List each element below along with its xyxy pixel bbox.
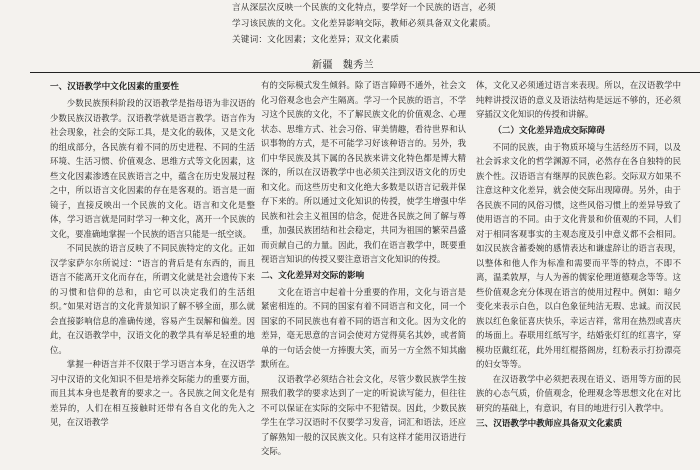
article-column-3 xyxy=(476,78,681,470)
author-byline xyxy=(312,56,380,71)
paragraph: 掌握一种语言并不仅限于学习语言本身，在汉语学习中汉语的文化知识不但是培养交际能力的重要方面，而且其本身也是教育的要求之一。各民族之间文化是有差异的，人们在相互接触时还带有各自文化的先入之见，在汉语教学 xyxy=(50,359,255,427)
article-column-2 xyxy=(261,78,466,470)
section-heading: 二、文化差异对交际的影响 xyxy=(261,270,365,281)
abstract-block xyxy=(232,0,532,48)
paragraph: 汉语教学必须结合社会文化，尽管少数民族学生按照我们教学的要求达到了一定的听说读写能力，但往往不可以保证在实际的交际中不犯错误。因此，少数民族学生在学习汉语时不仅要学习发音，词汇和语法，还应了解熟知一般的汉民族文化。只有这样才能用汉语进行交际。 xyxy=(261,373,466,456)
paragraph: 在汉语教学中必须把表现在语义、语用等方面的民族的心态气质，价值观念，伦理观念等思想文化在对比研究的基础上，有意识，有目的地进行引入教学中。 xyxy=(476,373,681,413)
section-heading: （二）文化差异造成交际障碍 xyxy=(493,125,605,136)
paragraph: 少数民族预科阶段的汉语教学是指母语为非汉语的少数民族汉语教学。汉语教学就是语言教学。语言作为社会现象，社会的交际工具，是文化的载体，又是文化的组成部分，各民族有着不同的历史进程、不同的生活环境、生活习惯、价值观念、思维方式等文化因素，这些文化因素渗透在民族语言之中，蕴含在历史发展过程之中，所以语言文化因素的存在是客观的。语言是一面镜子，直接反映出一个民族的文化。语言和文化是整体，学习语言就是同时学习一种文化，离开一个民族的文化，要准确地掌握一个民族的语言只能是一纸空谈。 xyxy=(50,98,255,239)
section-heading: 三、汉语教学中教师应具备双文化素质 xyxy=(476,419,623,429)
abstract-line: 学习该民族的文化。文化差异影响交际，教师必须具备双文化素质。 xyxy=(232,19,496,29)
section-heading: 一、汉语教学中文化因素的重要性 xyxy=(50,82,179,92)
paragraph: 文化在语言中起着十分重要的作用，文化与语言是紧密相连的。不同的国家有着不同语言和文化，同一个国家的不同民族也有着不同的语言和文化。因为文化的差异，毫无思意的言词会使对方觉得莫名其妙，或者简单的一句话会使一方捧腹大笑，而另一方全然不知其幽默所在。 xyxy=(261,286,466,369)
author-name: 魏秀兰 xyxy=(342,60,375,71)
paragraph: 不同的民族，由于物质环境与生活经历不同，以及社会诉求文化的哲学渊源不同，必然存在各自独特的民族个性。汉语语言有继厚的民族色彩。交际双方如果不注意这种文化差异，就会使交际出现障碍。另外，由于各民族不同的风俗习惯，这些风俗习惯上的差异导致了使用语言的不同。由于文化背景和价值观的不同，人们对于相同客观事实的主观态度及引申意义都不会相同。如汉民族含蓄委婉的感情表达和谦虚辞让的语言表现，以整体和他人作为标准和需要而平等的特点，不即不离，温柔敦厚，与人为善的儒家伦理道德观念等等。这些价值观念充分体现在语言的使用过程中。例如：暗夕变化来表示白色，以白色象征纯洁无瑕、忠诚。而汉民族以红色象征喜庆快乐，幸运吉祥，常用在热烈或喜庆的场面上。春联用红纸写字，结婚张灯红的红喜字，穿模功臣戴红花，此外用红棍搭阁房，红粉表示打扮漂亮的妇女等等。 xyxy=(476,141,681,369)
author-region: 新疆 xyxy=(312,60,333,71)
paragraph: 不同民族的语言反映了不同民族特定的文化。正如汉学家萨尔尔所说过：“语言的背后是有东西的，而且语言不能离开文化而存在，所谓文化就是社会遗传下来的习惯和信仰的总和，由它可以决定我们的生活组织。”如果对语言的文化背景知识了解不够全面，那么就会直接影响信息的准确传递，容易产生误解和偏差。因此，在汉语教学中，汉语文化的教学具有举足轻重的地位。 xyxy=(50,243,255,355)
abstract-line: 言从深层次反映一个民族的文化特点，要学好一个民族的语言，必须 xyxy=(232,3,496,13)
paragraph: 体，文化又必须通过语言来表现。所以，在汉语教学中纯粹讲授汉语的意义及语法结构是远远不够的，还必须穿插汉文化知识的传授和讲解。 xyxy=(476,80,681,119)
keywords-line: 关键词：文化因素；文化差异；双文化素质 xyxy=(232,35,400,45)
divider-rule xyxy=(30,72,700,73)
paragraph: 有的交际模式发生倾斜。除了语言障碍不通外，社会文化习俗观念也会产生隔离。学习一个民族的语言，不学习这个民族的文化，不了解民族文化的价值观念、心理状态、思维方式、社会习俗、审美情趣，看待世界和认识事物的方式，是不可能学习好该种语言的。另外，我们中华民族及其下属的各民族来讲文化特色都是博大精深的，所以在汉语教学中也必须关注到汉语文化的历史和文化。而这些历史和文化绝大多数是以语言记载并保存下来的。所以通过文化知识的传授，使学生增强中华民族和社会主义祖国的信念，促进各民族之间了解与尊重，加强民族团结和社会稳定，共同为祖国的繁荣昌盛而贡献自己的力量。因此，我们在语言教学中，既要重视语言知识的传授又要注意语言文化知识的传授。 xyxy=(261,80,466,264)
article-column-1 xyxy=(50,78,255,470)
